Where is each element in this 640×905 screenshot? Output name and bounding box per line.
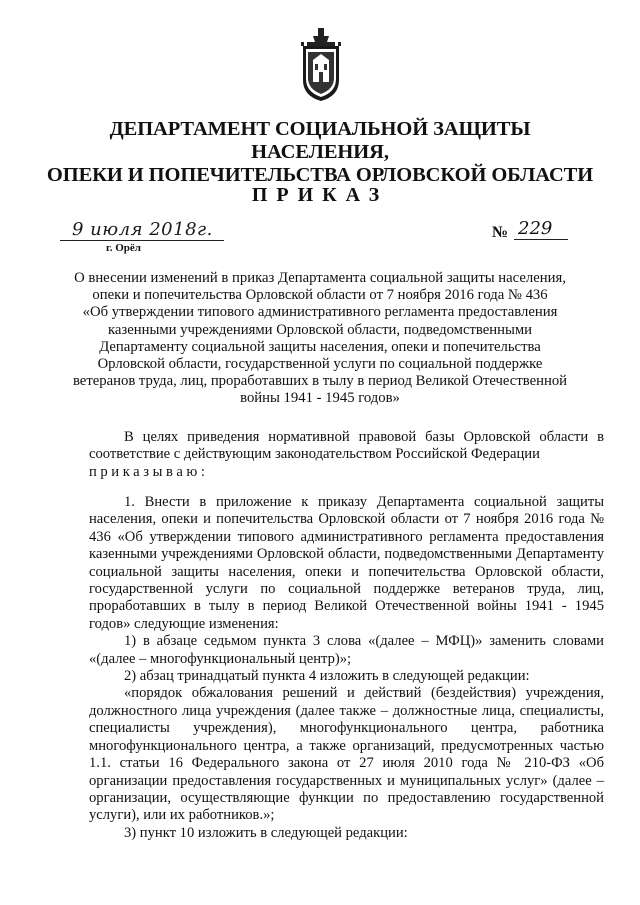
preamble-line: Департаменту социальной защиты населения, опеки и попечительства — [99, 338, 541, 355]
preamble-line: Орловской области, государственной услуги по социальной поддержке — [97, 356, 543, 373]
preamble-line: О внесении изменений в приказ Департамента социальной защиты населения, — [74, 270, 566, 286]
department-title-line-2: ОПЕКИ И ПОПЕЧИТЕЛЬСТВА ОРЛОВСКОЙ ОБЛАСТИ — [46, 164, 594, 186]
number-label: № — [492, 224, 509, 241]
handwritten-number: 229 — [514, 219, 568, 240]
coat-of-arms-icon — [299, 28, 343, 102]
item-1-sub-2: 2) абзац тринадцатый пункта 4 изложить в следующей редакции: — [124, 668, 530, 685]
item-1-sub-2-quote: «порядок обжалования решений и действий (бездействия) учреждения, должностного лица учреждения (далее также – должностные лица, специалисты, специалисты учреждения), многофункционального центра, работника многофункционального центра, а также организаций, предусмотренных частью 1.1. статьи 16 Федерального закона от 27 июля 2010 года № 210-ФЗ «Об организации предоставления государственных и муниципальных услуг» (далее – организации, осуществляющие функции по предоставлению государственной услуги), или их работников.»; — [89, 685, 604, 824]
city-label: г. Орёл — [106, 242, 141, 254]
preamble — [70, 270, 570, 408]
preamble-line: войны 1941 - 1945 годов» — [240, 390, 400, 407]
order-command: приказываю: — [89, 463, 209, 480]
intro-text: В целях приведения нормативной правовой базы Орловской области в соответствие с действующим законодательством Российской Федерации — [89, 429, 604, 463]
preamble-line: казенными учреждениями Орловской области, подведомственными — [107, 321, 532, 338]
preamble-line: «Об утверждении типового административного регламента предоставления — [82, 304, 558, 321]
item-1-paragraph: 1. Внести в приложение к приказу Департамента социальной защиты населения, опеки и попечительства Орловской области от 7 ноября 2016 года № 436 «Об утверждении типового административного регламента предоставления казенными учреждениями Орловской области, подведомственными Департаменту социальной защиты населения, опеки и попечительства Орловской области, государственной услуги по социальной поддержке ветеранов труда, лиц, проработавших в тылу в период Великой Отечественной войны 1941 - 1945 годов» следующие изменения: — [89, 494, 604, 632]
order-items — [89, 494, 604, 842]
item-1-sub-1: 1) в абзаце седьмом пункта 3 слова «(далее – МФЦ)» заменить словами «(далее – многофункциональный центр)»; — [89, 633, 604, 667]
preamble-line: ветеранов труда, лиц, проработавших в тылу в период Великой Отечественной — [72, 373, 568, 390]
department-title — [40, 118, 600, 187]
intro-paragraph — [89, 429, 604, 481]
preamble-line: опеки и попечительства Орловской области от 7 ноября 2016 года № 436 — [92, 287, 548, 304]
order-title: ПРИКАЗ — [251, 184, 389, 206]
item-1-sub-3: 3) пункт 10 изложить в следующей редакции: — [124, 824, 408, 841]
handwritten-date: 9 июля 2018г. — [60, 220, 224, 241]
department-title-line-1: ДЕПАРТАМЕНТ СОЦИАЛЬНОЙ ЗАЩИТЫ НАСЕЛЕНИЯ, — [109, 118, 531, 163]
